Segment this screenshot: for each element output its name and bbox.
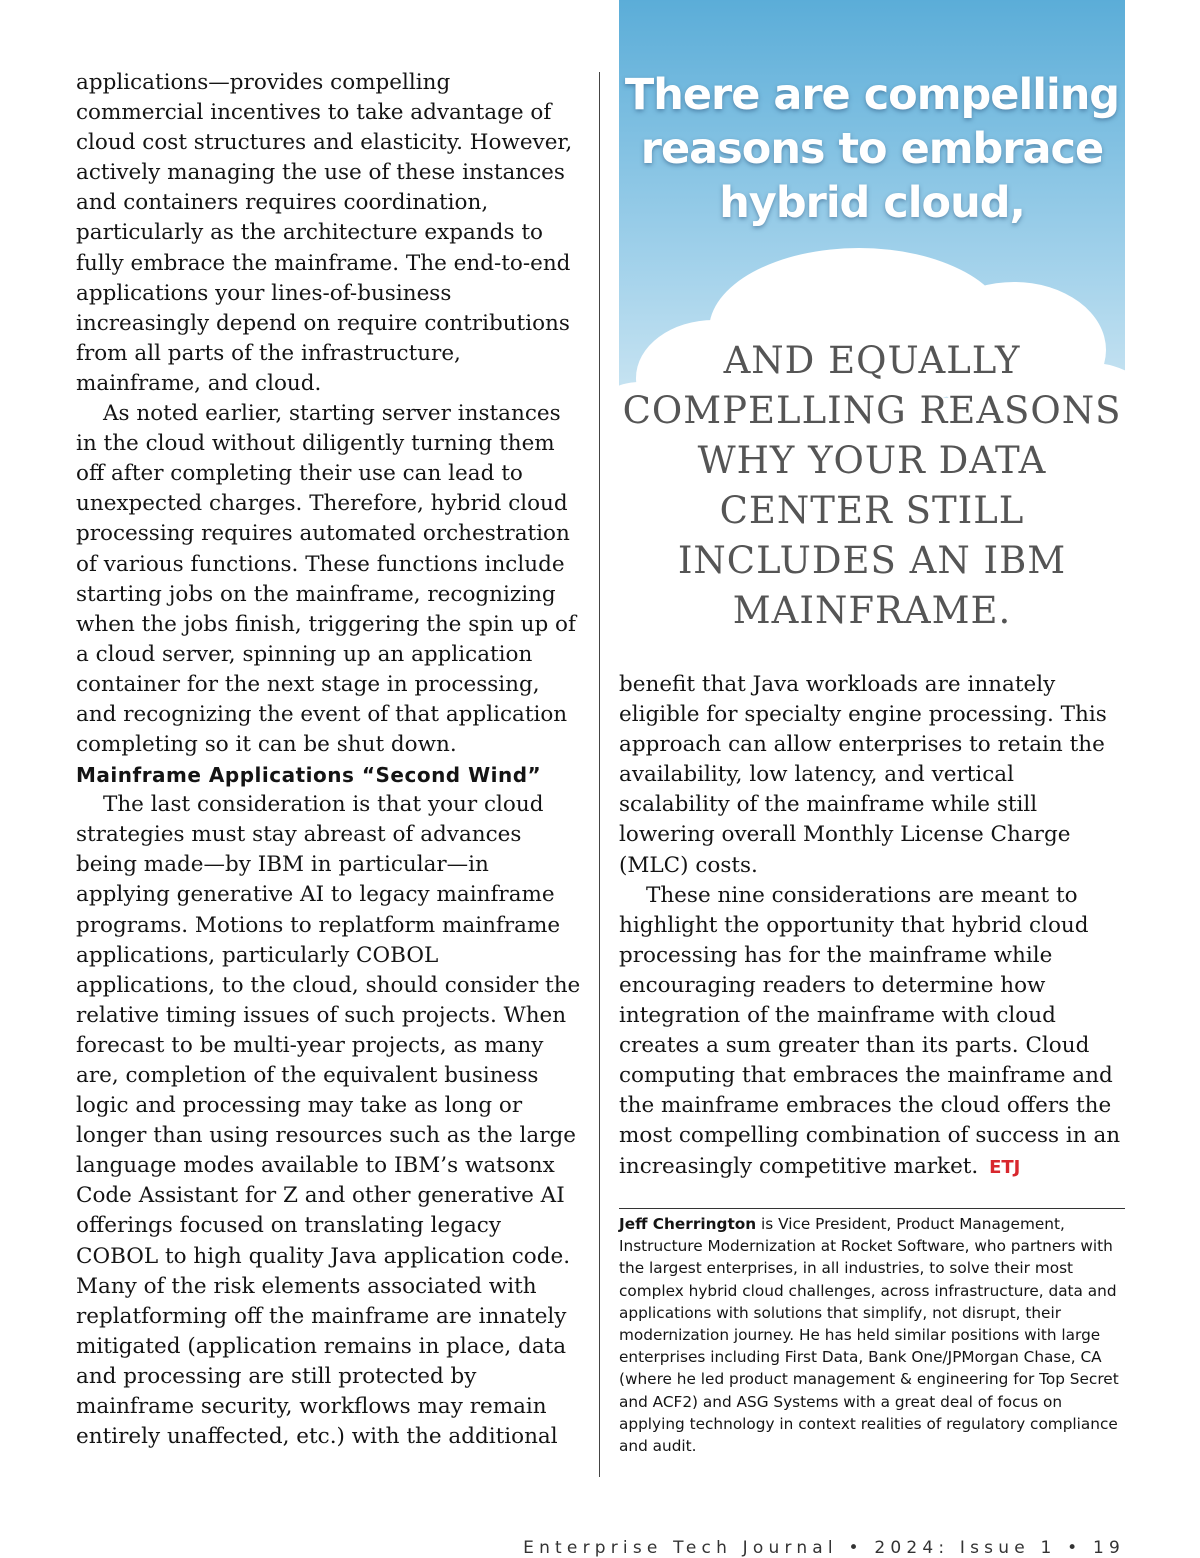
column-divider bbox=[599, 72, 600, 1477]
author-name: Jeff Cherrington bbox=[619, 1215, 757, 1233]
section-subhead: Mainframe Applications “Second Wind” bbox=[76, 763, 542, 788]
right-column bbox=[619, 670, 1125, 1183]
issue-label: 2024: Issue 1 bbox=[874, 1538, 1057, 1558]
pull-quote bbox=[619, 0, 1125, 660]
footer-separator: • bbox=[1067, 1538, 1083, 1558]
body-paragraph: applications—provides compelling commercial incentives to take advantage of cloud cost structures and elasticity. However, actively managing the use of these instances and containers requires coordination, particularly as the architecture expands to fully embrace the mainframe. The end-to-end applications your lines-of-business increasingly depend on require contributions from all parts of the infrastructure, mainframe, and cloud. bbox=[76, 70, 573, 396]
closing-paragraph-text: These nine considerations are meant to highlight the opportunity that hybrid cloud processing has for the mainframe while encouraging readers to determine how integration of the mainframe with cloud creates a sum greater than its parts. Cloud computing that embraces the mainframe and the mainframe embraces the cloud offers the most compelling combination of success in an increasingly competitive market. bbox=[619, 882, 1121, 1179]
footer-separator: • bbox=[848, 1538, 864, 1558]
body-paragraph: As noted earlier, starting server instances in the cloud without diligently turning them off after completing their use can lead to unexpected charges. Therefore, hybrid cloud processing requires automated orchestration of various functions. These functions include starting jobs on the mainframe, recognizing when the jobs finish, triggering the spin up of a cloud server, spinning up an application container for the next stage in processing, and recognizing the event of that application completing so it can be shut down. bbox=[76, 401, 576, 758]
pull-quote-subtext: AND EQUALLY COMPELLING REASONS WHY YOUR DATA CENTER STILL INCLUDES AN IBM MAINFRAME. bbox=[622, 339, 1122, 632]
body-paragraph: The last consideration is that your cloud strategies must stay abreast of advances being made—by IBM in particular—in applying generative AI to legacy mainframe programs. Motions to replatform mainframe applications, particularly COBOL applications, to the cloud, should consider the relative timing issues of such projects. When forecast to be multi-year projects, as many are, completion of the equivalent business logic and processing may take as long or longer than using resources such as the large language modes available to IBM’s watsonx Code Assistant for Z and other generative AI offerings focused on translating legacy COBOL to high quality Java application code. Many of the risk elements associated with replatforming off the mainframe are innately mitigated (application remains in place, data and processing are still protected by mainframe security, workflows may remain entirely unaffected, etc.) with the additional bbox=[76, 792, 581, 1450]
body-paragraph: benefit that Java workloads are innately eligible for specialty engine processing. This approach can allow enterprises to retain the availability, low latency, and vertical scalability of the mainframe while still lowering overall Monthly License Charge (MLC) costs. bbox=[619, 672, 1107, 878]
left-column bbox=[76, 68, 581, 1452]
author-bio-text: is Vice President, Product Management, Instructure Modernization at Rocket Software, who partners with the largest enterprises, in all industries, to solve their most complex hybrid cloud challenges, across infrastructure, data and applications with solutions that simplify, not disrupt, their modernization journey. He has held similar positions with large enterprises including First Data, Bank One/JPMorgan Chase, CA (where he led product management & engineering for Top Secret and ACF2) and ASG Systems with a great deal of focus on applying technology in context realities of regulatory compliance and audit. bbox=[619, 1215, 1119, 1456]
publication-name: Enterprise Tech Journal bbox=[523, 1538, 838, 1558]
bio-rule bbox=[619, 1208, 1125, 1209]
end-mark: ETJ bbox=[989, 1156, 1021, 1178]
author-bio bbox=[619, 1213, 1125, 1457]
page-number: 19 bbox=[1092, 1538, 1125, 1558]
pull-quote-headline: There are compelling reasons to embrace hybrid cloud, bbox=[624, 70, 1120, 228]
body-paragraph bbox=[619, 881, 1125, 1183]
page-footer bbox=[523, 1538, 1125, 1558]
